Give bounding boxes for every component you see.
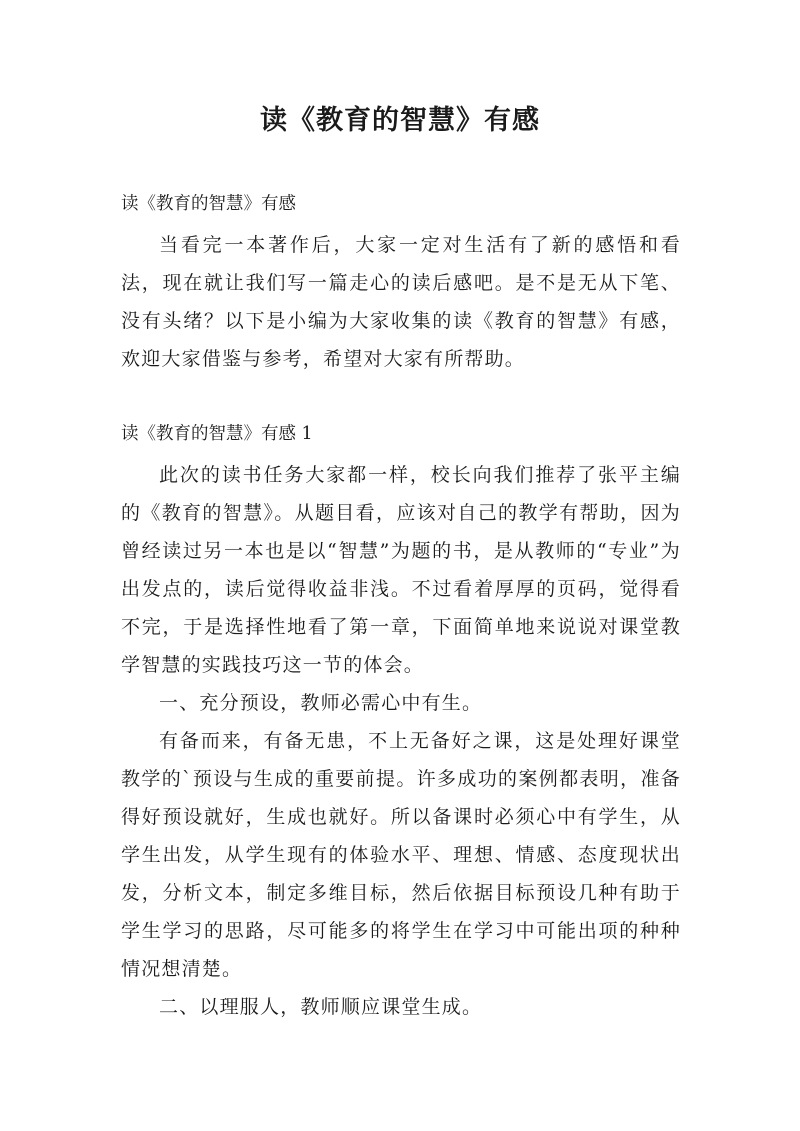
document-body [121,186,681,1026]
section1-paragraph: 此次的读书任务大家都一样，校长向我们推荐了张平主编的《教育的智慧》。从题目看，应该对自己的教学有帮助，因为曾经读过另一本也是以“智慧”为题的书，是从教师的“专业”为出发点的，读后觉得收益非浅。不过看着厚厚的页码，觉得看不完，于是选择性地看了第一章，下面简单地来说说对课堂教学智慧的实践技巧这一节的体会。 [121,464,681,676]
point1-heading: 一、充分预设，教师必需心中有生。 [159,692,483,714]
document-title: 读《教育的智慧》有感 [260,105,540,136]
intro-paragraph: 当看完一本著作后，大家一定对生活有了新的感悟和看法，现在就让我们写一篇走心的读后感吧。是不是无从下笔、没有头绪？以下是小编为大家收集的读《教育的智慧》有感，欢迎大家借鉴与参考，希望对大家有所帮助。 [121,234,681,370]
point2-heading: 二、以理服人，教师顺应课堂生成。 [159,996,483,1018]
section1-heading: 读《教育的智慧》有感 1 [121,424,313,444]
point1-paragraph: 有备而来，有备无患，不上无备好之课，这是处理好课堂教学的`预设与生成的重要前提。许多成功的案例都表明，准备得好预设就好，生成也就好。所以备课时必须心中有学生，从学生出发，从学生现有的体验水平、理想、情感、态度现状出发，分析文本，制定多维目标，然后依据目标预设几种有助于学生学习的思路，尽可能多的将学生在学习中可能出项的种种情况想清楚。 [121,730,681,980]
intro-heading: 读《教育的智慧》有感 [121,194,296,214]
